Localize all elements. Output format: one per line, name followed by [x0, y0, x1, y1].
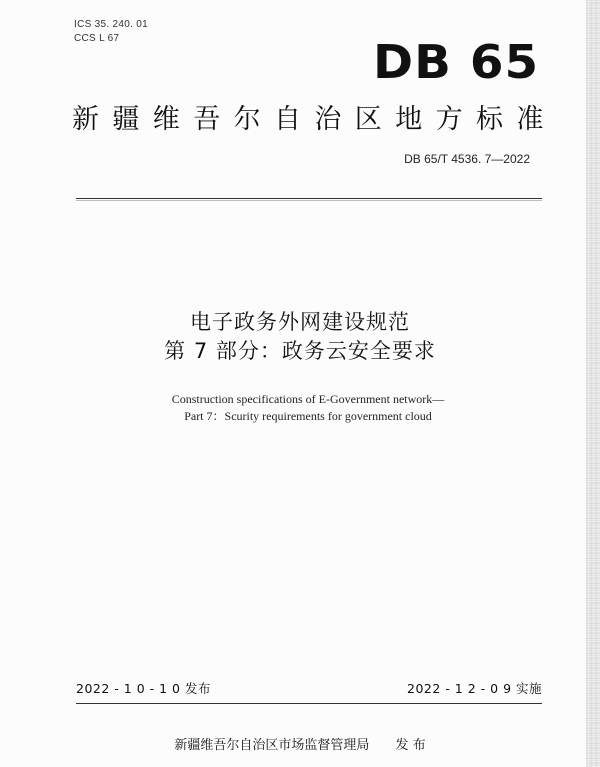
title-zh-line1: 电子政务外网建设规范	[190, 310, 410, 334]
classification-codes	[74, 18, 148, 46]
title-en-line2: Part 7：Scurity requirements for government cloud	[184, 409, 432, 423]
publisher-line	[0, 737, 600, 755]
ccs-code: CCS L 67	[74, 33, 120, 44]
footer-divider	[76, 703, 542, 704]
title-zh-line2: 第 7 部分：政务云安全要求	[164, 339, 436, 363]
header-divider	[76, 198, 542, 199]
publisher-action: 发 布	[395, 738, 426, 753]
issue-date: 2022 - 1 0 - 1 0 发布	[76, 681, 211, 696]
title-en-line1: Construction specifications of E-Government network—	[171, 392, 445, 406]
db-logo: DB 65	[373, 35, 540, 89]
publisher-name: 新疆维吾尔自治区市场监督管理局	[174, 738, 370, 753]
standard-number: DB 65/T 4536. 7—2022	[404, 152, 530, 166]
implementation-date: 2022 - 1 2 - 0 9 实施	[407, 681, 542, 696]
ics-code: ICS 35. 240. 01	[74, 19, 148, 30]
issuer-standard-heading: 新疆维吾尔自治区地方标准	[72, 104, 557, 135]
scan-edge-noise	[586, 0, 600, 767]
